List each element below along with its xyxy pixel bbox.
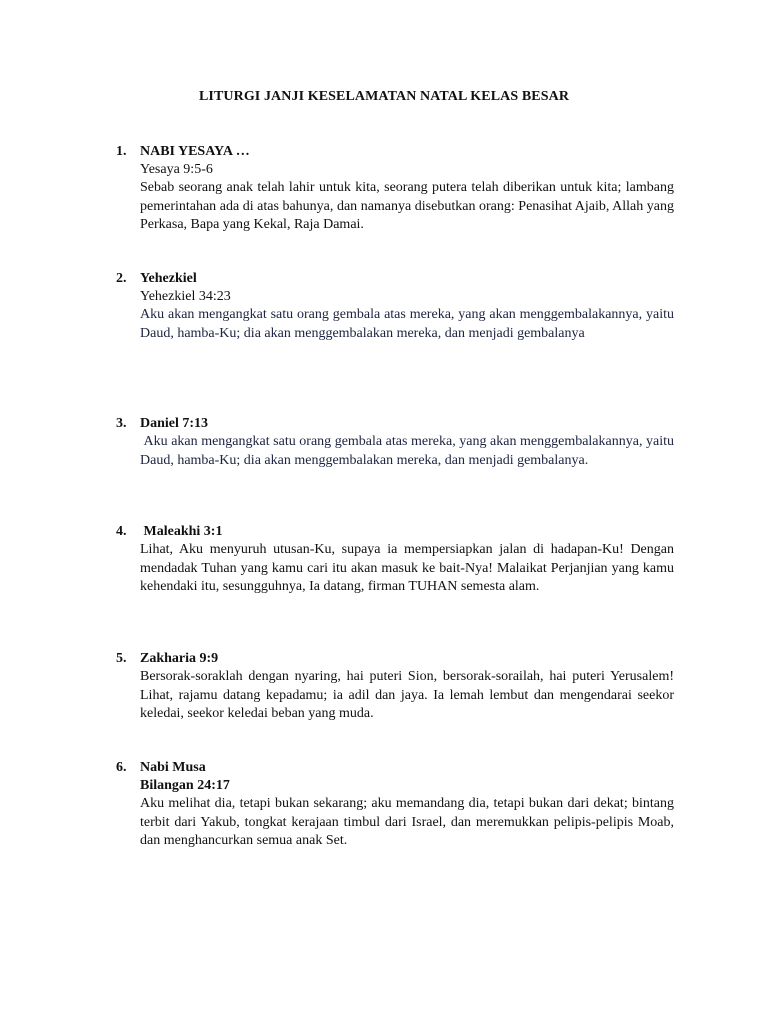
section-text: Aku melihat dia, tetapi bukan sekarang; aku memandang dia, tetapi bukan dari dekat; bintang terbit dari Yakub, tongkat kerajaan timbul dari Israel, dan meremukkan pelipis-pelipis Moab, dan menghancurkan semua anak Set. bbox=[140, 796, 674, 848]
section-text: Sebab seorang anak telah lahir untuk kita, seorang putera telah diberikan untuk kita; lambang pemerintahan ada di atas bahunya, dan namanya disebutkan orang: Penasihat Ajaib, Allah yang Perkasa, Bapa yang Kekal, Raja Damai. bbox=[140, 180, 674, 232]
document-title: LITURGI JANJI KESELAMATAN NATAL KELAS BESAR bbox=[198, 89, 570, 104]
section-text: Aku akan mengangkat satu orang gembala atas mereka, yang akan menggembalakannya, yaitu Daud, hamba-Ku; dia akan menggembalakan mereka, dan menjadi gembalanya bbox=[140, 307, 674, 341]
section-number: 1. bbox=[116, 144, 127, 159]
section-number: 6. bbox=[116, 760, 127, 775]
section-body bbox=[140, 650, 674, 724]
section-heading: Nabi Musa bbox=[140, 760, 206, 775]
section-body bbox=[140, 523, 674, 597]
section-number: 5. bbox=[116, 651, 127, 666]
section-text: Aku akan mengangkat satu orang gembala atas mereka, yang akan menggembalakannya, yaitu Daud, hamba-Ku; dia akan menggembalakan mereka, dan menjadi gembalanya. bbox=[140, 434, 674, 468]
section-heading: Yehezkiel bbox=[140, 271, 197, 286]
section-heading: Zakharia 9:9 bbox=[140, 651, 219, 666]
section-number: 2. bbox=[116, 271, 127, 286]
section-reference: Bilangan 24:17 bbox=[140, 778, 230, 793]
section-text: Bersorak-soraklah dengan nyaring, hai puteri Sion, bersorak-sorailah, hai puteri Yerusalem! Lihat, rajamu datang kepadamu; ia adil dan jaya. Ia lemah lembut dan mengendarai seekor keledai, seekor keledai beban yang muda. bbox=[140, 669, 674, 721]
section-number: 4. bbox=[116, 524, 127, 539]
section-heading: Maleakhi 3:1 bbox=[140, 524, 223, 539]
section-body bbox=[140, 415, 674, 470]
section-body bbox=[140, 270, 674, 343]
section-text: Lihat, Aku menyuruh utusan-Ku, supaya ia mempersiapkan jalan di hadapan-Ku! Dengan mendadak Tuhan yang kamu cari itu akan masuk ke bait-Nya! Malaikat Perjanjian yang kamu kehendaki itu, sesungguhnya, Ia datang, firman TUHAN semesta alam. bbox=[140, 542, 674, 594]
section-heading: Daniel 7:13 bbox=[140, 416, 209, 431]
section-heading: NABI YESAYA … bbox=[140, 144, 250, 159]
section-number: 3. bbox=[116, 416, 127, 431]
section-body bbox=[140, 759, 674, 851]
section-body bbox=[140, 143, 674, 235]
section-reference: Yehezkiel 34:23 bbox=[140, 289, 231, 304]
section-reference: Yesaya 9:5-6 bbox=[140, 162, 213, 177]
